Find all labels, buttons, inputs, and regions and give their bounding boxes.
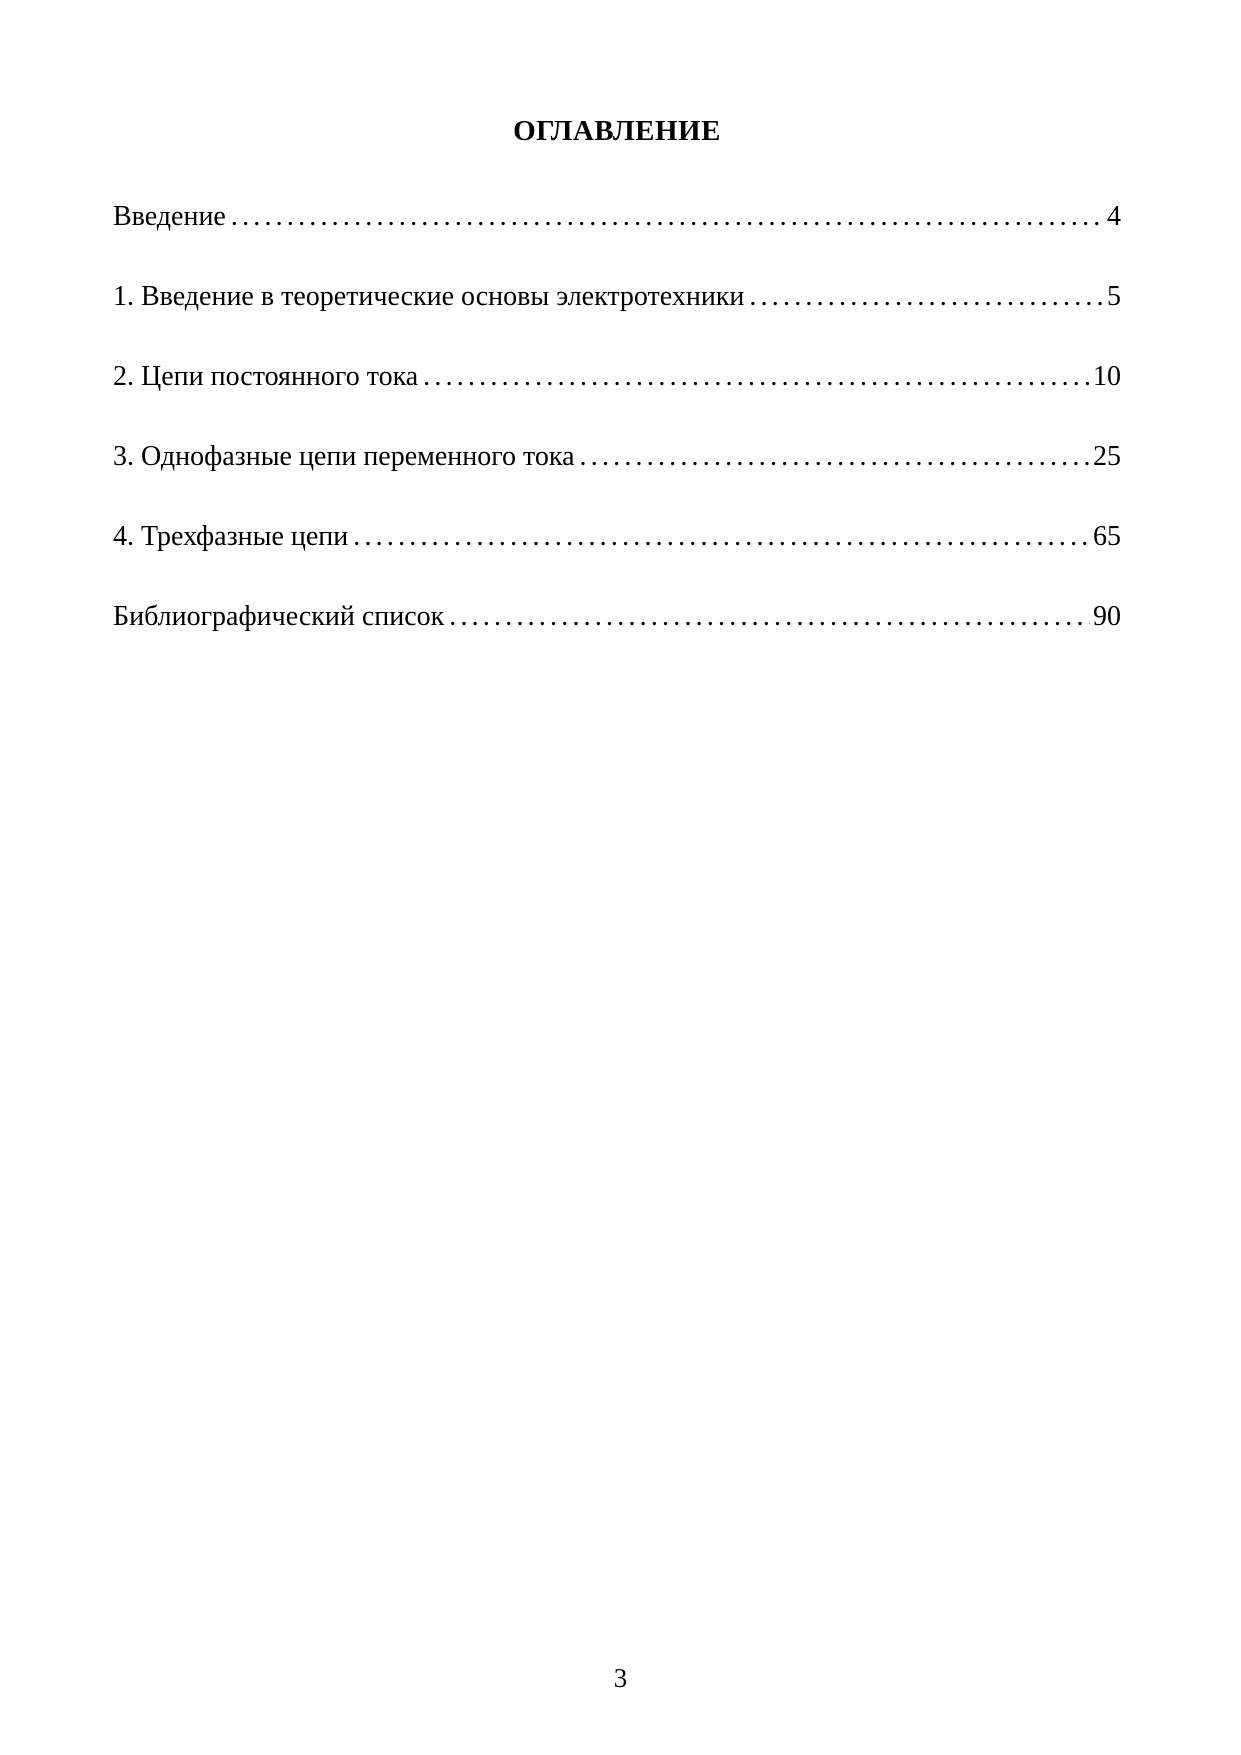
toc-entry xyxy=(113,439,1121,475)
toc-entry-label: 1. Введение в теоретические основы электротехники xyxy=(113,281,745,312)
dot-leader xyxy=(580,439,1090,475)
dot-leader xyxy=(749,279,1104,315)
toc-entry-page-number: 10 xyxy=(1093,361,1121,392)
toc-entry xyxy=(113,359,1121,395)
toc-entry xyxy=(113,199,1121,235)
page-title: ОГЛАВЛЕНИЕ xyxy=(513,115,721,147)
toc-list xyxy=(113,199,1121,635)
toc-entry-page-number: 90 xyxy=(1093,601,1121,632)
toc-entry-page-number: 25 xyxy=(1093,441,1121,472)
dot-leader xyxy=(231,199,1104,235)
dot-leader xyxy=(353,519,1090,555)
toc-entry-label: 3. Однофазные цепи переменного тока xyxy=(113,441,575,472)
toc-entry xyxy=(113,519,1121,555)
toc-entry-label: Библиографический список xyxy=(113,601,445,632)
toc-entry-page-number: 65 xyxy=(1093,521,1121,552)
toc-entry-label: 4. Трехфазные цепи xyxy=(113,521,349,552)
toc-entry-page-number: 5 xyxy=(1107,281,1121,312)
toc-entry xyxy=(113,279,1121,315)
toc-entry-label: 2. Цепи постоянного тока xyxy=(113,361,419,392)
toc-section xyxy=(113,0,1121,679)
dot-leader xyxy=(449,599,1090,635)
page-number-footer: 3 xyxy=(613,1663,628,1693)
toc-entry-page-number: 4 xyxy=(1107,201,1121,232)
dot-leader xyxy=(423,359,1090,395)
toc-entry xyxy=(113,599,1121,635)
toc-entry-label: Введение xyxy=(113,201,226,232)
